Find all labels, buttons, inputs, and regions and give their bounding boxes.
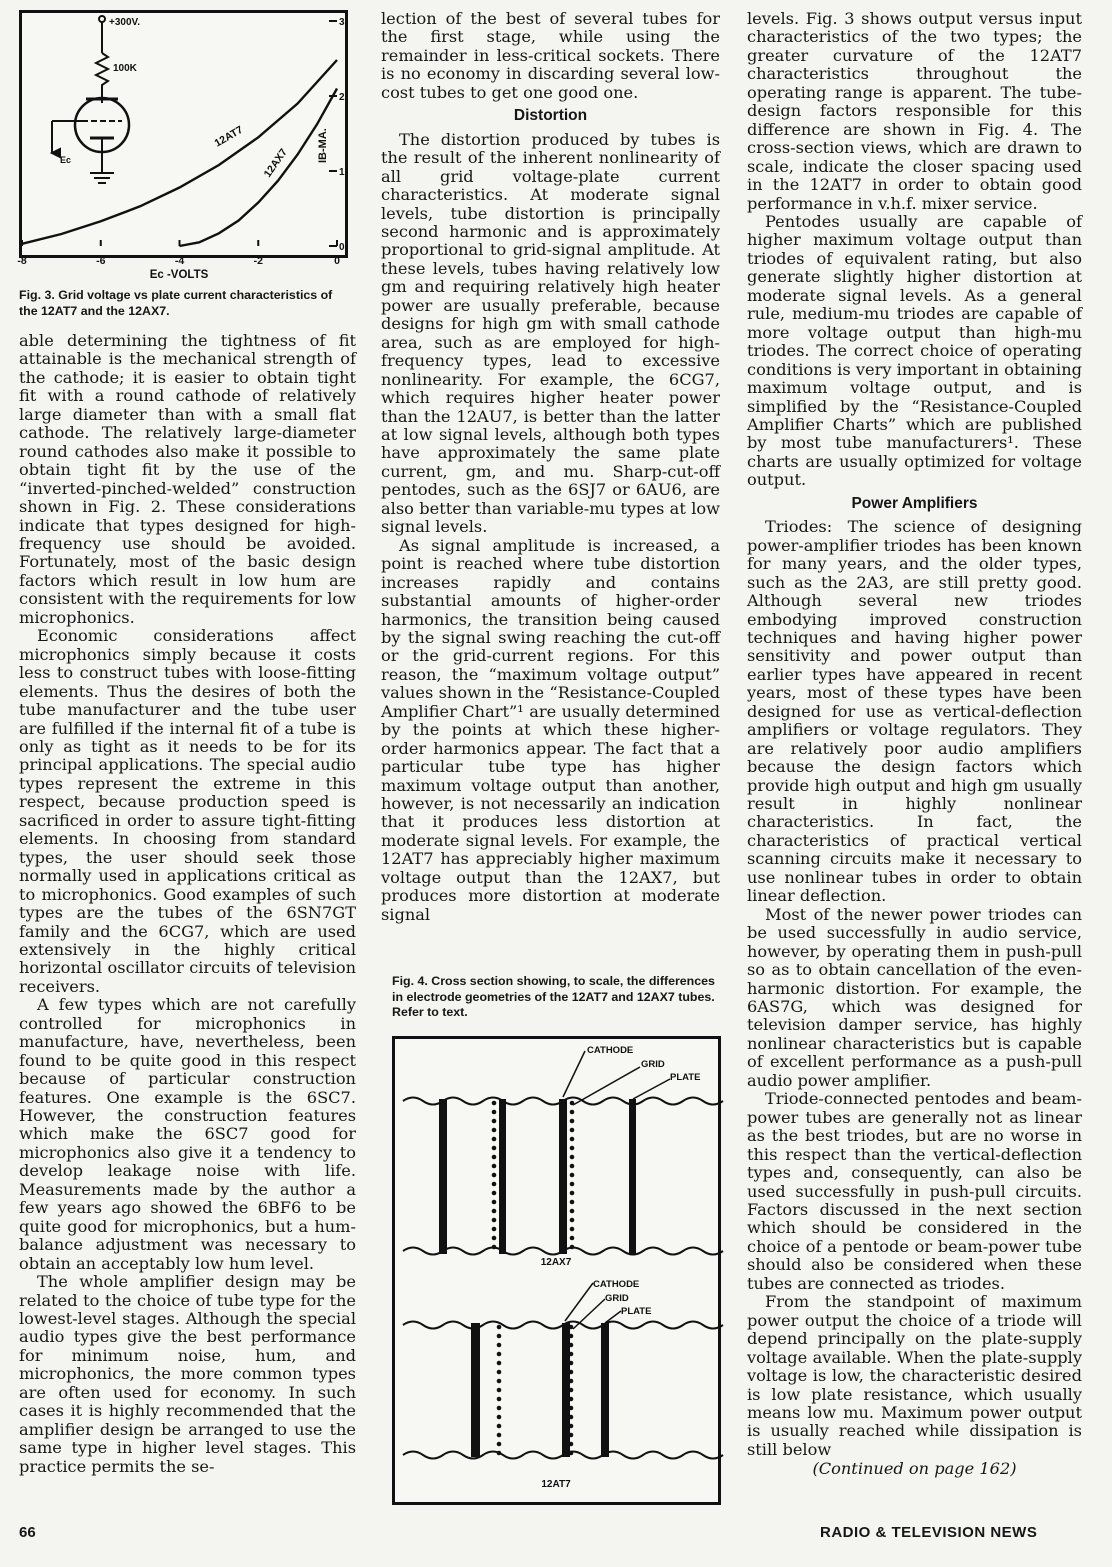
grid-wire-dot [497, 1379, 502, 1384]
grid-wire-dot [492, 1119, 497, 1124]
grid-wire-dot [569, 1343, 574, 1348]
grid-wire-dot [497, 1352, 502, 1357]
grid-wire-dot [492, 1137, 497, 1142]
grid-wire-dot [570, 1119, 575, 1124]
publication-name: RADIO & TELEVISION NEWS [820, 1524, 1038, 1541]
col3-paragraph: Triode-connected pentodes and beam-power tubes are generally not as linear as the best triodes, but are no worse in this respect than the vertical-deflection types and, consequently, can also be used successfully in push-pull circuits. Factors discussed in the next section which should be considered in the choice of a pentode or beam-power tube should also be considered when these tubes are connected as triodes. [747, 1089, 1082, 1293]
grid-wire-dot [570, 1227, 575, 1232]
grid-label: GRID [641, 1059, 665, 1070]
plate-label: PLATE [670, 1072, 701, 1083]
column-2 [381, 10, 720, 924]
callout-line [633, 1079, 670, 1099]
electrode-bar [629, 1099, 636, 1254]
grid-wire-dot [569, 1451, 574, 1456]
grid-wire-dot [570, 1137, 575, 1142]
grid-wire-dot [497, 1442, 502, 1447]
grid-wire-dot [492, 1173, 497, 1178]
callout-line [565, 1283, 593, 1321]
col1-paragraph: Economic considerations affect microphonics simply because it costs less to construct tubes with loose-fitting elements. Thus the desires of both the tube manufacturer and the tube user are fulfilled if the internal fit of a tube is only as tight as it needs to be for its principal applications. The special audio types represent the extreme in this respect, because production speed is sacrificed in order to assure tight-fitting elements. In choosing from standard types, the user should seek those normally used in applications critical as to microphonics. Good examples of such types are the tubes of the 6SN7GT family and the 6CG7, which are used extensively in the highly critical horizontal oscillator circuits of television receivers. [19, 626, 356, 996]
electrode-bar [559, 1099, 567, 1254]
grid-wire-dot [569, 1424, 574, 1429]
col1-paragraph: The whole amplifier design may be related to the choice of tube type for the lowest-level stages. Although the special audio types give the best performance for minimum noise, hum, and microphonics, the more common types are often used for economy. In such cases it is highly recommended that the amplifier design be arranged to use the same type in higher level stages. This practice permits the se- [19, 1272, 356, 1476]
callout-line [563, 1051, 585, 1097]
grid-wire-dot [569, 1442, 574, 1447]
grid-wire-dot [570, 1155, 575, 1160]
col2-paragraph: The distortion produced by tubes is the result of the inherent nonlinearity of all grid voltage-plate current characteristics. At moderate signal levels, tube distortion is principally second harmonic and is approximately proportional to grid-signal amplitude. At these levels, tubes having relatively low gm and requiring relatively high heater power are usually preferable, because designs for high gm with small cathode area, such as are employed for high-frequency types, lead to excessive nonlinearity. For example, the 6CG7, which requires higher heater power than the 12AU7, is better than the latter at low signal levels, although both types have approximately the same plate current, gm, and mu. Sharp-cut-off pentodes, such as the 6SJ7 or 6AU6, are also better than variable-mu types at low signal levels. [381, 129, 720, 537]
fig4-diagram [395, 1039, 718, 1502]
grid-wire-dot [570, 1146, 575, 1151]
tube-label: 12AT7 [541, 1479, 571, 1490]
grid-wire-dot [497, 1361, 502, 1366]
grid-wire-dot [492, 1227, 497, 1232]
col3-paragraph: Most of the newer power triodes can be used successfully in audio service, however, by operating them in push-pull so as to obtain cancellation of the even-harmonic distortion. For example, the 6AS7G, which was designed for television damper service, has highly nonlinear characteristics but is capable of excellent performance as a push-pull audio power amplifier. [747, 904, 1082, 1090]
grid-wire-dot [497, 1343, 502, 1348]
x-tick-label: -6 [96, 255, 106, 267]
col1-paragraph: A few types which are not carefully controlled for microphonics in manufacture, have, nevertheless, been found to be quite good in this respect because of particular construction features. One example is the 6SC7. However, the construction features which make the 6SC7 good for microphonics also give it a tendency to develop leakage noise with life. Measurements made by the author a few years ago showed the 6BF6 to be quite good for microphonics, but a hum-balance adjustment was necessary to obtain an acceptably low hum level. [19, 995, 356, 1273]
fig3-caption: Fig. 3. Grid voltage vs plate current characteristics of the 12AT7 and the 12AX7. [19, 288, 333, 318]
series-line-12AT7 [22, 60, 337, 244]
electrode-bar [471, 1323, 480, 1457]
grid-wire-dot [569, 1433, 574, 1438]
fig3-box [19, 10, 348, 258]
x-tick-label: -8 [17, 255, 27, 267]
grid-wire-dot [492, 1101, 497, 1106]
grid-label: GRID [605, 1293, 629, 1304]
col3-paragraph: From the standpoint of maximum power output the choice of a triode will depend principally on the plate-supply voltage available. When the plate-supply voltage is low, the characteristic desired is low plate resistance, which usually means low mu. Maximum power output is usually reached while dissipation is still below [747, 1292, 1082, 1459]
grid-wire-dot [497, 1370, 502, 1375]
fig4-box [392, 1036, 721, 1505]
grid-wire-dot [497, 1433, 502, 1438]
fig3-chart [22, 13, 345, 255]
grid-wire-dot [569, 1415, 574, 1420]
grid-wire-dot [492, 1110, 497, 1115]
grid-wire-dot [569, 1352, 574, 1357]
col3-paragraph: Triodes: The science of designing power-amplifier triodes has been known for many years, and the older types, such as the 2A3, are still pretty good. Although several new triodes embodying improved construction techniques and having higher power sensitivity and power output than earlier types have appeared in recent years, most of these types have been designed for use as vertical-deflection amplifiers or voltage regulators. They are relatively poor audio amplifiers because the design factors which provide high output and high gm usually result in highly nonlinear characteristics. In fact, the characteristics of practical vertical scanning circuits make it necessary to use nonlinear tubes in order to obtain linear deflection. [747, 517, 1082, 906]
supply-voltage-label: +300V. [109, 17, 141, 28]
col3-paragraph: Pentodes usually are capable of higher maximum voltage output than triodes of equivalent rating, but also generate slightly higher distortion at moderate signal levels. As a general rule, medium-mu triodes are capable of more voltage output than high-mu triodes. The correct choice of operating conditions is very important in obtaining maximum voltage output, and is simplified by the “Resistance-Coupled Amplifier Charts” which are published by most tube manufacturers¹. These charts are usually optimized for voltage output. [747, 211, 1082, 490]
grid-wire-dot [497, 1451, 502, 1456]
grid-wire-dot [570, 1128, 575, 1133]
resistor-label: 100K [113, 63, 137, 74]
col2-intro: lection of the best of several tubes for the first stage, while using the remainder in less-critical sockets. There is no economy in discarding several low-cost tubes to get one good one. [381, 9, 720, 102]
y-tick-label: 1 [339, 167, 345, 178]
y-tick-label: 0 [339, 242, 345, 253]
column-1 [19, 332, 356, 1476]
col2-paragraph: As signal amplitude is increased, a point is reached where tube distortion increases rapidly and contains substantial amounts of higher-order harmonics, the transition being caused by the signal swing reaching the cut-off or the grid-current regions. For this reason, the “maximum voltage output” values shown in the “Resistance-Coupled Amplifier Chart”¹ are usually determined by the points at which these higher-order harmonics appear. The fact that a particular tube type has higher maximum voltage output than another, however, is not necessarily an indication that it produces less distortion at moderate signal levels. For example, the 12AT7 has appreciably higher maximum voltage output than the 12AX7, but produces more distortion at moderate signal [381, 535, 720, 924]
grid-wire-dot [492, 1218, 497, 1223]
grid-wire-dot [497, 1334, 502, 1339]
grid-wire-dot [497, 1406, 502, 1411]
grid-wire-dot [492, 1155, 497, 1160]
grid-wire-dot [497, 1397, 502, 1402]
grid-wire-dot [570, 1218, 575, 1223]
x-tick-label: 0 [334, 255, 340, 267]
page-number: 66 [19, 1524, 36, 1541]
continued-note: (Continued on page 162) [812, 1459, 1017, 1479]
grid-wire-dot [492, 1200, 497, 1205]
grid-wire-dot [492, 1164, 497, 1169]
y-tick-label: 2 [339, 92, 345, 103]
grid-wire-dot [497, 1424, 502, 1429]
grid-wire-dot [569, 1379, 574, 1384]
grid-wire-dot [569, 1334, 574, 1339]
grid-wire-dot [570, 1191, 575, 1196]
series-line-12AX7 [180, 89, 338, 247]
power-amplifiers-heading: Power Amplifiers [851, 494, 978, 512]
cathode-label: CATHODE [593, 1279, 640, 1290]
grid-wire-dot [492, 1245, 497, 1250]
electrode-bar [499, 1099, 506, 1254]
electrode-bar [601, 1323, 609, 1457]
grid-wire-dot [570, 1236, 575, 1241]
distortion-heading: Distortion [513, 107, 588, 125]
grid-wire-dot [492, 1182, 497, 1187]
grid-wire-dot [570, 1245, 575, 1250]
x-tick-label: -4 [174, 255, 185, 267]
electrode-bar [439, 1099, 447, 1254]
grid-wire-dot [569, 1406, 574, 1411]
grid-wire-dot [569, 1325, 574, 1330]
grid-wire-dot [492, 1146, 497, 1151]
col1-paragraph: able determining the tightness of fit attainable is the mechanical strength of the cathode; it is easier to obtain tight fit with a round cathode of relatively large diameter than with a small flat cathode. The relatively large-diameter round cathodes also make it possible to obtain tight fit by the use of the “inverted-pinched-welded” construction shown in Fig. 2. These considerations indicate that types designed for high-frequency use should be avoided. Fortunately, most of the basic design factors which result in low hum are consistent with the requirements for low microphonics. [19, 331, 356, 627]
grid-wire-dot [492, 1128, 497, 1133]
grid-wire-dot [570, 1200, 575, 1205]
series-label-12AX7: 12AX7 [261, 146, 290, 180]
fig3-x-axis [19, 252, 359, 282]
tube-label: 12AX7 [540, 1257, 572, 1268]
series-label-12AT7: 12AT7 [212, 123, 246, 150]
grid-wire-dot [497, 1415, 502, 1420]
grid-wire-dot [570, 1173, 575, 1178]
grid-wire-dot [492, 1209, 497, 1214]
cathode-label: CATHODE [587, 1045, 634, 1056]
grid-wire-dot [569, 1361, 574, 1366]
col3-intro: levels. Fig. 3 shows output versus input characteristics of the two types; the greater curvature of the 12AT7 characteristics throughout the operating range is apparent. The tube-design factors responsible for this difference are shown in Fig. 4. The cross-section views, which are drawn to scale, indicate the closer spacing used in the 12AT7 in order to obtain good performance in v.h.f. mixer service. [747, 9, 1082, 213]
grid-wire-dot [497, 1325, 502, 1330]
column-3 [747, 10, 1082, 1479]
y-tick-label: 3 [339, 17, 345, 28]
grid-wire-dot [569, 1388, 574, 1393]
y-axis-label: IB-MA. [317, 128, 329, 163]
x-axis-label: Ec -VOLTS [149, 269, 209, 281]
x-tick-label: -2 [253, 255, 263, 267]
grid-wire-dot [497, 1388, 502, 1393]
grid-wire-dot [570, 1209, 575, 1214]
ec-terminal-label: Ec [60, 155, 72, 165]
grid-wire-dot [570, 1110, 575, 1115]
grid-wire-dot [570, 1164, 575, 1169]
grid-wire-dot [492, 1191, 497, 1196]
grid-wire-dot [569, 1370, 574, 1375]
grid-wire-dot [492, 1236, 497, 1241]
grid-wire-dot [569, 1397, 574, 1402]
plate-label: PLATE [621, 1306, 652, 1317]
grid-wire-dot [570, 1182, 575, 1187]
fig4-caption: Fig. 4. Cross section showing, to scale, the differences in electrode geometries of the 12AT7 and 12AX7 tubes. Refer to text. [392, 974, 715, 1019]
